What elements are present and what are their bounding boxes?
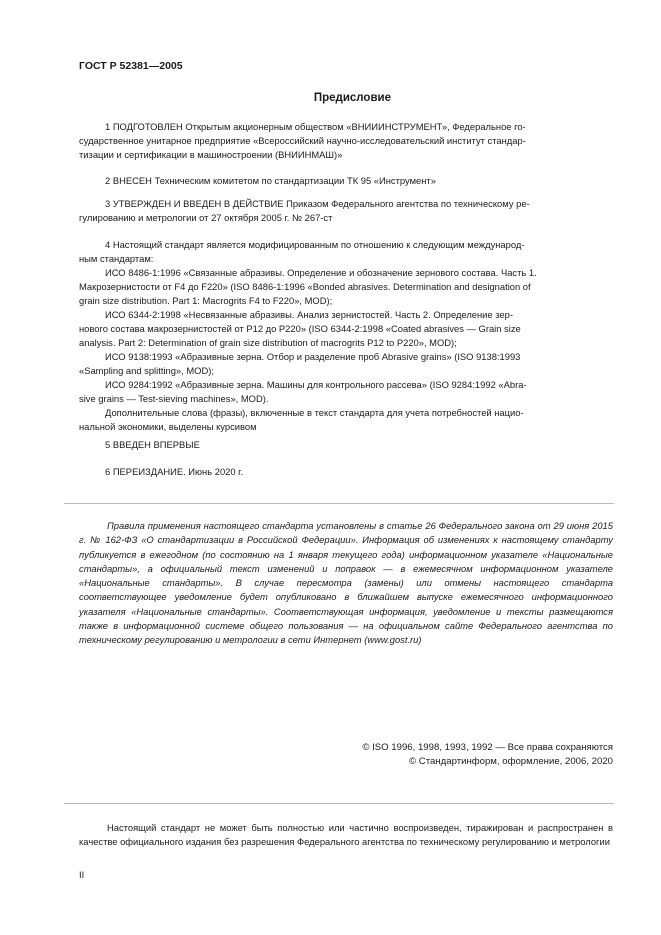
preface-item-5: [79, 438, 613, 452]
copyright-iso: © ISO 1996, 1998, 1993, 1992 — Все права сохраняются: [362, 742, 613, 753]
preface-item-1: [79, 120, 613, 162]
item-4-intro-line-2: ным стандартам:: [79, 253, 154, 264]
item-5-text: 5 ВВЕДЕН ВПЕРВЫЕ: [105, 439, 200, 450]
divider-bottom: [64, 803, 614, 804]
reproduction-notice: Настоящий стандарт не может быть полностью или частично воспроизведен, тиражирован и распространен в качестве официального издания без разрешения Федерального агентства по техническому регулированию и метрологии: [79, 822, 613, 847]
std-6344-line-2: нового состава макрозернистостей от P12 до P220» (ISO 6344-2:1998 «Coated abrasives — Grain size: [79, 323, 521, 334]
item-1-line-2: сударственное унитарное предприятие «Всероссийский научно-исследовательский институт стандар-: [79, 135, 526, 146]
preface-item-6: [79, 465, 613, 479]
std-6344-line-3: analysis. Part 2: Determination of grain size distribution of macrogrits P12 to P220», MOD);: [79, 337, 457, 348]
item-3-line-1: 3 УТВЕРЖДЕН И ВВЕДЕН В ДЕЙСТВИЕ Приказом Федерального агентства по техническому ре-: [105, 198, 530, 209]
std-9284-line-2: sive grains — Test-sieving machines», MOD).: [79, 393, 269, 404]
item-1-line-1: 1 ПОДГОТОВЛЕН Открытым акционерным обществом «ВНИИИНСТРУМЕНТ», Федеральное го-: [105, 121, 526, 132]
preface-item-2: [79, 174, 613, 188]
std-8486-line-1: ИСО 8486-1:1996 «Связанные абразивы. Определение и обозначение зернового состава. Часть 1.: [105, 267, 537, 278]
std-8486-line-2: Макрозернистости от F4 до F220» (ISO 8486-1:1996 «Bonded abrasives. Determination and designation of: [79, 281, 531, 292]
copyright-standartinform: © Стандартинформ, оформление, 2006, 2020: [409, 756, 613, 767]
item-1-line-3: тизации и сертификации в машиностроении (ВНИИНМАШ)»: [79, 149, 343, 160]
std-9138-line-1: ИСО 9138:1993 «Абразивные зерна. Отбор и разделение проб Abrasive grains» (ISO 9138:1993: [105, 351, 521, 362]
additional-words-line-2: нальной экономики, выделены курсивом: [79, 421, 257, 432]
preface-item-3: [79, 197, 613, 225]
std-9284-line-1: ИСО 9284:1992 «Абразивные зерна. Машины для контрольного рассева» (ISO 9284:1992 «Abra-: [105, 379, 527, 390]
rules-notice: Правила применения настоящего стандарта установлены в статье 26 Федерального закона от 29 июня 2015 г. № 162-ФЗ «О стандартизации в Российской Федерации». Информация об изменениях к настоящему стандарту публикуется в ежегодном (по состоянию на 1 января текущего года) информационном указателе «Национальные стандарты», а официальный текст изменений и поправок — в ежемесячном информационном указателе «Национальные стандарты». В случае пересмотра (замены) или отмены настоящего стандарта соответствующее уведомление будет опубликовано в ближайшем выпуске ежемесячного информационного указателя «Национальные стандарты». Соответствующая информация, уведомление и тексты размещаются также в информационной системе общего пользования — на официальном сайте Федерального агентства по техническому регулированию и метрологии в сети Интернет (www.gost.ru): [79, 520, 613, 646]
item-3-line-2: гулированию и метрологии от 27 октября 2005 г. № 267-ст: [79, 212, 333, 223]
item-2-line-1: 2 ВНЕСЕН Техническим комитетом по стандартизации ТК 95 «Инструмент»: [105, 175, 436, 186]
divider-top: [64, 503, 614, 504]
std-9138-line-2: «Sampling and splitting», MOD);: [79, 365, 214, 376]
additional-words-line-1: Дополнительные слова (фразы), включенные в текст стандарта для учета потребностей нацио-: [105, 407, 524, 418]
std-8486-line-3: grain size distribution. Part 1: Macrogrits F4 to F220», MOD);: [79, 295, 333, 306]
preface-item-4: [79, 238, 613, 434]
page-title: [0, 92, 661, 104]
copyright-block: [362, 741, 613, 769]
page-number: II: [79, 869, 85, 880]
item-4-intro-line-1: 4 Настоящий стандарт является модифицированным по отношению к следующим международ-: [105, 239, 525, 250]
item-6-text: 6 ПЕРЕИЗДАНИЕ. Июнь 2020 г.: [105, 466, 244, 477]
title-text: Предисловие: [313, 92, 391, 104]
std-6344-line-1: ИСО 6344-2:1998 «Несвязанные абразивы. Анализ зернистостей. Часть 2. Определение зер-: [105, 309, 513, 320]
document-code: ГОСТ Р 52381—2005: [79, 60, 183, 72]
